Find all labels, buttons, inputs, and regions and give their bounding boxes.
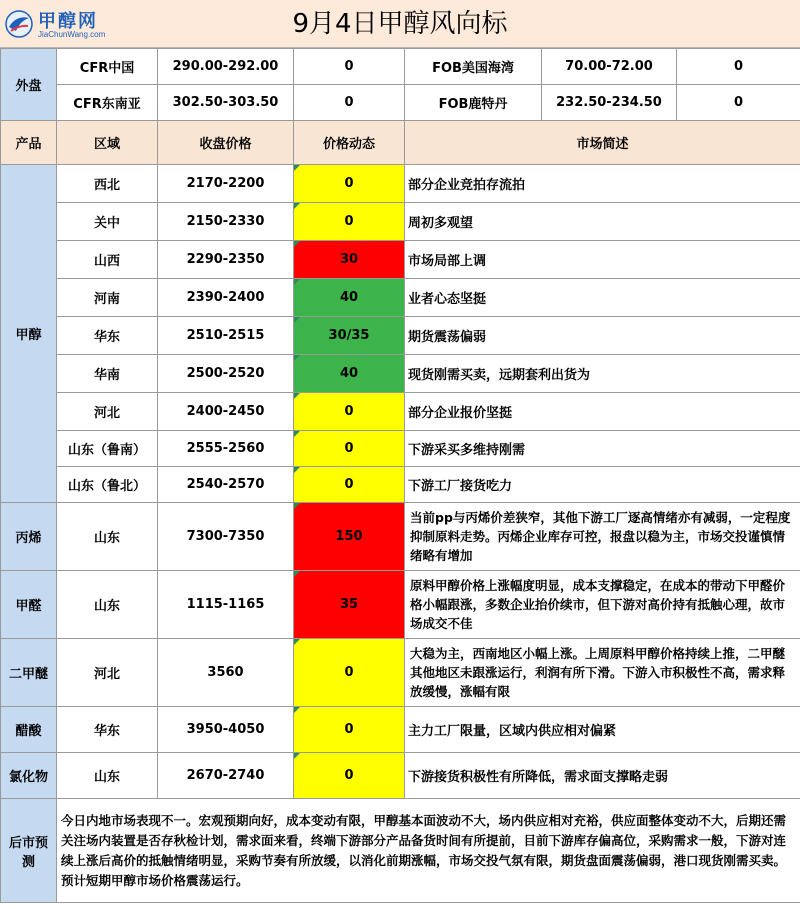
price-cell: 2510-2515 <box>158 317 294 355</box>
column-header-comment: 市场简述 <box>405 121 800 165</box>
price-cell: 2290-2350 <box>158 241 294 279</box>
product-label: 甲醇 <box>1 165 57 503</box>
product-label: 丙烯 <box>1 503 57 571</box>
forecast-label: 后市预测 <box>1 799 57 903</box>
product-label: 二甲醚 <box>1 639 57 707</box>
price-cell: 2500-2520 <box>158 355 294 393</box>
region-cell: 华东 <box>57 317 158 355</box>
price-cell: 3950-4050 <box>158 707 294 753</box>
comment-cell: 部分企业竞拍存流拍 <box>405 165 800 203</box>
external-right-name: FOB鹿特丹 <box>405 85 542 121</box>
change-cell: 0 <box>294 203 405 241</box>
change-cell: 0 <box>294 431 405 467</box>
region-cell: 华东 <box>57 707 158 753</box>
change-cell: 40 <box>294 355 405 393</box>
comment-cell: 主力工厂限量，区域内供应相对偏紧 <box>405 707 800 753</box>
table-row <box>1 241 800 279</box>
product-label: 氯化物 <box>1 753 57 799</box>
region-cell: 山西 <box>57 241 158 279</box>
comment-cell: 市场局部上调 <box>405 241 800 279</box>
price-cell: 2170-2200 <box>158 165 294 203</box>
price-cell: 2670-2740 <box>158 753 294 799</box>
product-label: 甲醛 <box>1 571 57 639</box>
table-row <box>1 431 800 467</box>
region-cell: 山东 <box>57 753 158 799</box>
forecast-text: 今日内地市场表现不一。宏观预期向好，成本变动有限，甲醇基本面波动不大，场内供应相对充裕，供应面整体变动不大，后期还需关注场内装置是否存秋检计划，需求面来看，终端下游部分产品备货时间有所提前，目前下游库存偏高位，采购需求一般，下游对连续上涨后高价的抵触情绪明显，采购节奏有所放缓，以消化前期涨幅，市场交投气氛有限，期货盘面震荡偏弱，港口现货刚需买卖。预计短期甲醇市场价格震荡运行。 <box>57 799 800 903</box>
product-label: 醋酸 <box>1 707 57 753</box>
price-cell: 2540-2570 <box>158 467 294 503</box>
external-left-change: 0 <box>294 49 405 85</box>
region-cell: 关中 <box>57 203 158 241</box>
table-row <box>1 571 800 639</box>
logo-url: JiaChunWang.com <box>38 30 106 39</box>
comment-cell: 周初多观望 <box>405 203 800 241</box>
header <box>0 0 800 48</box>
page-title: 9月4日甲醇风向标 <box>292 9 508 39</box>
external-left-name: CFR中国 <box>57 49 158 85</box>
table-row <box>1 203 800 241</box>
price-cell: 2150-2330 <box>158 203 294 241</box>
external-right-change: 0 <box>677 85 800 121</box>
comment-cell: 下游采买多维持刚需 <box>405 431 800 467</box>
column-header-product: 产品 <box>1 121 57 165</box>
change-cell: 0 <box>294 467 405 503</box>
region-cell: 河北 <box>57 639 158 707</box>
region-cell: 山东（鲁北） <box>57 467 158 503</box>
comment-cell: 部分企业报价坚挺 <box>405 393 800 431</box>
table-row <box>1 753 800 799</box>
comment-cell: 大稳为主，西南地区小幅上涨。上周原料甲醇价格持续上推，二甲醚其他地区未跟涨运行，利润有所下滑。下游入市积极性不高，需求释放缓慢，涨幅有限 <box>405 639 800 707</box>
external-right-change: 0 <box>677 49 800 85</box>
change-cell: 30/35 <box>294 317 405 355</box>
region-cell: 山东 <box>57 503 158 571</box>
logo-text: 甲醇网 <box>38 11 98 32</box>
table-row <box>1 503 800 571</box>
price-cell: 2390-2400 <box>158 279 294 317</box>
column-header-region: 区域 <box>57 121 158 165</box>
external-left-name: CFR东南亚 <box>57 85 158 121</box>
forecast-row <box>1 799 800 903</box>
table-row <box>1 707 800 753</box>
table-row <box>1 639 800 707</box>
table-row <box>1 317 800 355</box>
external-right-name: FOB美国海湾 <box>405 49 542 85</box>
price-cell: 7300-7350 <box>158 503 294 571</box>
price-table <box>0 120 800 903</box>
price-cell: 3560 <box>158 639 294 707</box>
external-left-change: 0 <box>294 85 405 121</box>
external-market-table <box>0 48 800 121</box>
comment-cell: 现货刚需买卖，远期套利出货为 <box>405 355 800 393</box>
change-cell: 0 <box>294 639 405 707</box>
external-left-price: 302.50-303.50 <box>158 85 294 121</box>
table-row <box>1 279 800 317</box>
column-header-price: 收盘价格 <box>158 121 294 165</box>
change-cell: 0 <box>294 393 405 431</box>
comment-cell: 下游工厂接货吃力 <box>405 467 800 503</box>
change-cell: 35 <box>294 571 405 639</box>
price-cell: 2555-2560 <box>158 431 294 467</box>
comment-cell: 下游接货积极性有所降低，需求面支撑略走弱 <box>405 753 800 799</box>
table-row <box>1 393 800 431</box>
region-cell: 河北 <box>57 393 158 431</box>
comment-cell: 业者心态坚挺 <box>405 279 800 317</box>
price-cell: 2400-2450 <box>158 393 294 431</box>
comment-cell: 期货震荡偏弱 <box>405 317 800 355</box>
change-cell: 0 <box>294 707 405 753</box>
comment-cell: 原料甲醇价格上涨幅度明显，成本支撑稳定，在成本的带动下甲醛价格小幅跟涨，多数企业抬价续市，但下游对高价持有抵触心理，故市场成交不佳 <box>405 571 800 639</box>
table-row <box>1 165 800 203</box>
region-cell: 山东（鲁南） <box>57 431 158 467</box>
region-cell: 华南 <box>57 355 158 393</box>
external-left-price: 290.00-292.00 <box>158 49 294 85</box>
change-cell: 0 <box>294 753 405 799</box>
column-header-row <box>1 121 800 165</box>
region-cell: 西北 <box>57 165 158 203</box>
change-cell: 150 <box>294 503 405 571</box>
table-row <box>1 467 800 503</box>
external-row <box>1 85 800 121</box>
change-cell: 0 <box>294 165 405 203</box>
price-cell: 1115-1165 <box>158 571 294 639</box>
column-header-change: 价格动态 <box>294 121 405 165</box>
region-cell: 河南 <box>57 279 158 317</box>
external-row <box>1 49 800 85</box>
table-row <box>1 355 800 393</box>
external-label: 外盘 <box>1 49 57 121</box>
region-cell: 山东 <box>57 571 158 639</box>
change-cell: 40 <box>294 279 405 317</box>
change-cell: 30 <box>294 241 405 279</box>
external-right-price: 232.50-234.50 <box>542 85 677 121</box>
external-right-price: 70.00-72.00 <box>542 49 677 85</box>
comment-cell: 当前pp与丙烯价差狭窄，其他下游工厂逐高情绪亦有减弱，一定程度抑制原料走势。丙烯企业库存可控，报盘以稳为主，市场交投谨慎情绪略有增加 <box>405 503 800 571</box>
